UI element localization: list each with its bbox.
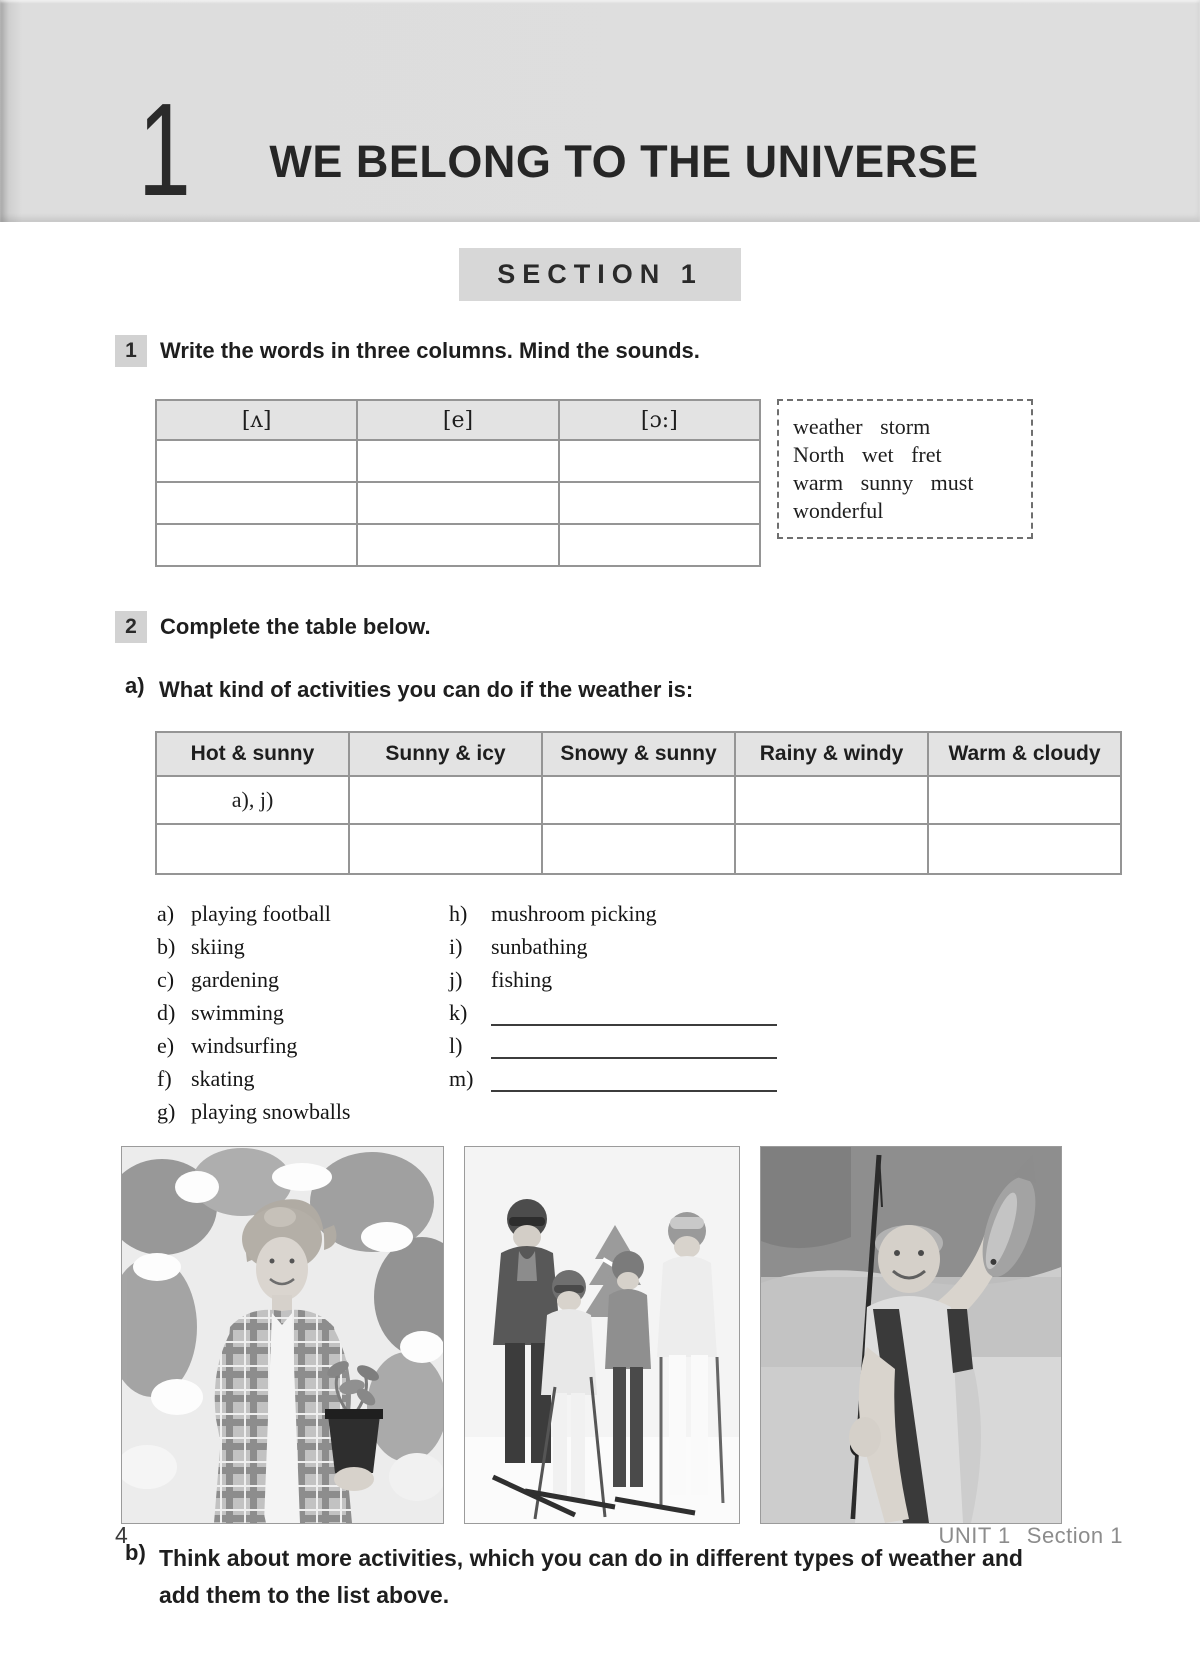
exercise1-header <box>115 335 1123 367</box>
item-label: e) <box>157 1032 175 1058</box>
table-row <box>156 824 1121 874</box>
word-box-line: wonderful <box>793 498 884 523</box>
table-row <box>156 482 760 524</box>
exercise1-number: 1 <box>115 335 147 367</box>
sound-header-e: [e] <box>357 400 558 440</box>
footer-unit-section <box>938 1523 1123 1549</box>
unit-number: 1 <box>138 75 191 223</box>
item-text: gardening <box>191 966 279 992</box>
list-item <box>157 1062 449 1095</box>
answer-cell[interactable] <box>559 524 760 566</box>
answer-cell[interactable] <box>156 482 357 524</box>
table-header-row <box>156 400 760 440</box>
answer-cell[interactable] <box>559 440 760 482</box>
item-label: k) <box>449 999 468 1025</box>
weather-header: Warm & cloudy <box>928 732 1121 776</box>
item-label: c) <box>157 966 175 992</box>
list-item <box>449 897 777 930</box>
list-item <box>157 963 449 996</box>
weather-header: Snowy & sunny <box>542 732 735 776</box>
sound-columns-table <box>155 399 761 567</box>
part-b-label: b) <box>125 1540 146 1565</box>
word-box-line: weather storm <box>793 414 931 439</box>
answer-blank-line[interactable] <box>491 1000 777 1026</box>
item-label: i) <box>449 933 463 959</box>
part-a-text: What kind of activities you can do if the weather is: <box>159 677 694 702</box>
answer-blank-line[interactable] <box>491 1066 777 1092</box>
item-text: playing snowballs <box>191 1098 351 1124</box>
answer-cell[interactable] <box>928 776 1121 824</box>
item-label: f) <box>157 1065 172 1091</box>
weather-header: Sunny & icy <box>349 732 542 776</box>
unit-header-band <box>0 0 1200 222</box>
answer-cell[interactable] <box>156 440 357 482</box>
part-a-label: a) <box>125 673 145 698</box>
list-item <box>157 1095 449 1128</box>
exercise2-number: 2 <box>115 611 147 643</box>
activities-list-left <box>157 897 449 1128</box>
answer-cell[interactable]: a), j) <box>156 776 349 824</box>
footer-unit-label: UNIT 1 <box>938 1523 1011 1548</box>
answer-cell[interactable] <box>542 824 735 874</box>
list-item <box>449 1062 777 1095</box>
gardening-photo <box>121 1146 444 1524</box>
answer-cell[interactable] <box>928 824 1121 874</box>
unit-title: WE BELONG TO THE UNIVERSE <box>269 136 979 187</box>
item-text: fishing <box>491 966 553 992</box>
table-row <box>156 524 760 566</box>
item-text: mushroom picking <box>491 900 657 926</box>
part-b-text: Think about more activities, which you can do in different types of weather and add them to the list above. <box>159 1545 1023 1608</box>
item-text: skiing <box>191 933 245 959</box>
list-item <box>449 996 777 1029</box>
list-item <box>449 930 777 963</box>
part-a-line <box>115 673 1123 707</box>
footer-section-label: Section 1 <box>1026 1523 1123 1548</box>
list-item <box>157 930 449 963</box>
answer-cell[interactable] <box>735 776 928 824</box>
word-box-line: warm sunny must <box>793 470 974 495</box>
weather-header: Hot & sunny <box>156 732 349 776</box>
item-label: j) <box>449 966 463 992</box>
list-item <box>449 963 777 996</box>
item-label: h) <box>449 900 468 926</box>
sound-header-uh: [ʌ] <box>156 400 357 440</box>
item-label: l) <box>449 1032 463 1058</box>
item-text: swimming <box>191 999 284 1025</box>
section-banner: SECTION 1 <box>459 248 741 301</box>
answer-cell[interactable] <box>357 440 558 482</box>
page-number: 4 <box>115 1522 128 1548</box>
weather-activities-table <box>155 731 1122 875</box>
part-b-line <box>115 1540 1123 1614</box>
item-label: m) <box>449 1065 474 1091</box>
list-item <box>157 897 449 930</box>
photo-strip <box>121 1146 1123 1524</box>
answer-blank-line[interactable] <box>491 1033 777 1059</box>
table-header-row <box>156 732 1121 776</box>
word-box-line: North wet fret <box>793 442 942 467</box>
item-text: skating <box>191 1065 255 1091</box>
exercise1-instruction: Write the words in three columns. Mind the sounds. <box>160 338 700 363</box>
page-content <box>115 335 1123 1614</box>
item-label: g) <box>157 1098 176 1124</box>
skiing-photo <box>464 1146 740 1524</box>
exercise1-body <box>155 399 1123 567</box>
sound-header-aw: [ɔ:] <box>559 400 760 440</box>
exercise2-instruction: Complete the table below. <box>160 614 431 639</box>
activities-list-right <box>449 897 777 1128</box>
item-text: sunbathing <box>491 933 588 959</box>
item-label: d) <box>157 999 176 1025</box>
activities-lists <box>157 897 1123 1128</box>
answer-cell[interactable] <box>357 524 558 566</box>
item-label: b) <box>157 933 176 959</box>
page-footer <box>115 1522 1123 1549</box>
list-item <box>157 996 449 1029</box>
answer-cell[interactable] <box>349 824 542 874</box>
item-label: a) <box>157 900 175 926</box>
answer-cell[interactable] <box>349 776 542 824</box>
exercise2-header <box>115 611 1123 643</box>
answer-cell[interactable] <box>542 776 735 824</box>
answer-cell[interactable] <box>735 824 928 874</box>
answer-cell[interactable] <box>357 482 558 524</box>
item-text: windsurfing <box>191 1032 298 1058</box>
answer-cell[interactable] <box>559 482 760 524</box>
answer-cell[interactable] <box>156 524 357 566</box>
word-box <box>777 399 1033 539</box>
fishing-photo <box>760 1146 1062 1524</box>
weather-header: Rainy & windy <box>735 732 928 776</box>
answer-cell[interactable] <box>156 824 349 874</box>
item-text: playing football <box>191 900 331 926</box>
table-row <box>156 776 1121 824</box>
table-row <box>156 440 760 482</box>
list-item <box>157 1029 449 1062</box>
list-item <box>449 1029 777 1062</box>
